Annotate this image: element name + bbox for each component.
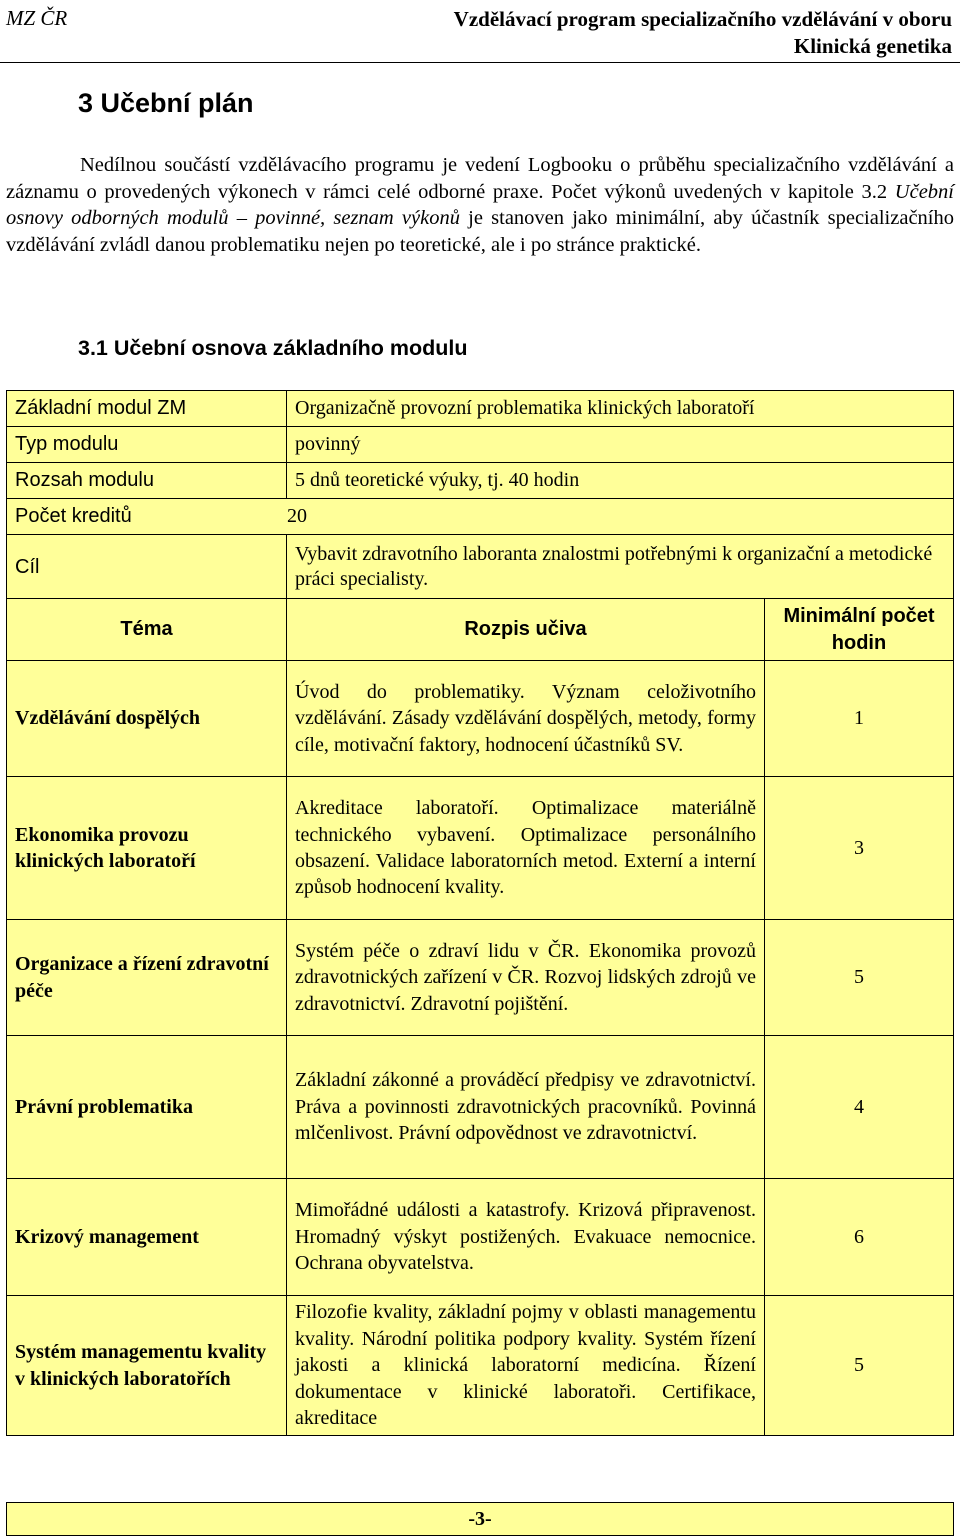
header-ministry: MZ ČR: [6, 6, 68, 30]
module-scope-row: [7, 463, 954, 499]
row-content: Mimořádné události a katastrofy. Krizová připravenost. Hromadný výskyt postižených. Evakuace nemocnice. Ochrana obyvatelstva.: [287, 1179, 765, 1296]
col-header-content: Rozpis učiva: [287, 599, 765, 661]
intro-text-3: je stanoven jako minimální, aby účastník specializačního vzdělávání zvládl danou problematiku nejen po teoretické, ale i po stránce praktické.: [6, 207, 954, 256]
module-goal-value: Vybavit zdravotního laboranta znalostmi potřebnými k organizační a metodické práci specialisty.: [287, 535, 954, 600]
module-goal-row: [7, 535, 954, 600]
intro-text-italic: Učební osnovy odborných modulů – povinné, seznam výkonů: [6, 180, 954, 230]
table-row: [7, 661, 954, 777]
row-hours: 1: [765, 661, 954, 777]
row-content: Základní zákonné a prováděcí předpisy ve zdravotnictví. Práva a povinnosti zdravotnických pracovníků. Povinná mlčenlivost. Právní odpovědnost ve zdravotnictví.: [287, 1036, 765, 1179]
module-credits-cell: [7, 499, 954, 535]
module-credits-row: [7, 499, 954, 535]
row-topic: Organizace a řízení zdravotní péče: [7, 920, 287, 1036]
page-number: -3-: [6, 1502, 954, 1536]
page-header: [0, 0, 960, 63]
module-scope-label: Rozsah modulu: [7, 463, 287, 499]
module-type-row: [7, 427, 954, 463]
row-topic: Ekonomika provozu klinických laboratoří: [7, 777, 287, 920]
row-content: Filozofie kvality, základní pojmy v oblasti managementu kvality. Národní politika podpory kvality. Systém řízení jakosti a klinická laboratorní medicína. Řízení dokumentace v klinické laboratoři. Certifikace, akreditace: [287, 1296, 765, 1436]
module-name-label: Základní modul ZM: [7, 391, 287, 427]
row-hours: 5: [765, 1296, 954, 1436]
header-title-line1: Vzdělávací program specializačního vzdělávání v oboru: [453, 7, 952, 31]
row-hours: 4: [765, 1036, 954, 1179]
row-hours: 3: [765, 777, 954, 920]
module-type-value: povinný: [287, 427, 954, 463]
intro-text-1: Nedílnou součástí vzdělávacího programu je vedení Logbooku o průběhu specializačního vzdělávání a záznamu o provedených výkonech v rámci celé odborné praxe. Počet výkonů uvedených v kapitole 3.2: [6, 154, 954, 203]
module-credits-value: 20: [287, 505, 307, 527]
module-scope-value: 5 dnů teoretické výuky, tj. 40 hodin: [287, 463, 954, 499]
row-content: Úvod do problematiky. Význam celoživotního vzdělávání. Zásady vzdělávání dospělých, metody, formy cíle, motivační faktory, hodnocení účastníků SV.: [287, 661, 765, 777]
curriculum-header-row: [7, 599, 954, 661]
module-info-table: [6, 390, 954, 600]
module-credits-label: Počet kreditů: [15, 505, 132, 527]
module-type-label: Typ modulu: [7, 427, 287, 463]
section-title: 3 Učební plán: [78, 88, 254, 118]
table-row: [7, 777, 954, 920]
row-topic: Systém managementu kvality v klinických laboratořích: [7, 1296, 287, 1436]
module-name-row: [7, 391, 954, 427]
row-content: Akreditace laboratoří. Optimalizace materiálně technického vybavení. Optimalizace personálního obsazení. Validace laboratorních metod. Externí a interní způsob hodnocení kvality.: [287, 777, 765, 920]
table-row: [7, 1179, 954, 1296]
table-row: [7, 1296, 954, 1436]
intro-paragraph: [6, 152, 954, 258]
table-row: [7, 920, 954, 1036]
row-hours: 5: [765, 920, 954, 1036]
row-topic: Krizový management: [7, 1179, 287, 1296]
row-hours: 6: [765, 1179, 954, 1296]
curriculum-table: [6, 598, 954, 1436]
header-title-line2: Klinická genetika: [793, 34, 952, 58]
header-program-title: [454, 6, 952, 60]
row-topic: Vzdělávání dospělých: [7, 661, 287, 777]
subsection-title: 3.1 Učební osnova základního modulu: [78, 336, 468, 360]
col-header-hours: Minimální počet hodin: [765, 599, 954, 661]
row-content: Systém péče o zdraví lidu v ČR. Ekonomika provozů zdravotnických zařízení v ČR. Rozvoj lidských zdrojů ve zdravotnictví. Zdravotní pojištění.: [287, 920, 765, 1036]
col-header-topic: Téma: [7, 599, 287, 661]
module-goal-label: Cíl: [7, 535, 287, 600]
row-topic: Právní problematika: [7, 1036, 287, 1179]
table-row: [7, 1036, 954, 1179]
module-name-value: Organizačně provozní problematika klinických laboratoří: [287, 391, 954, 427]
